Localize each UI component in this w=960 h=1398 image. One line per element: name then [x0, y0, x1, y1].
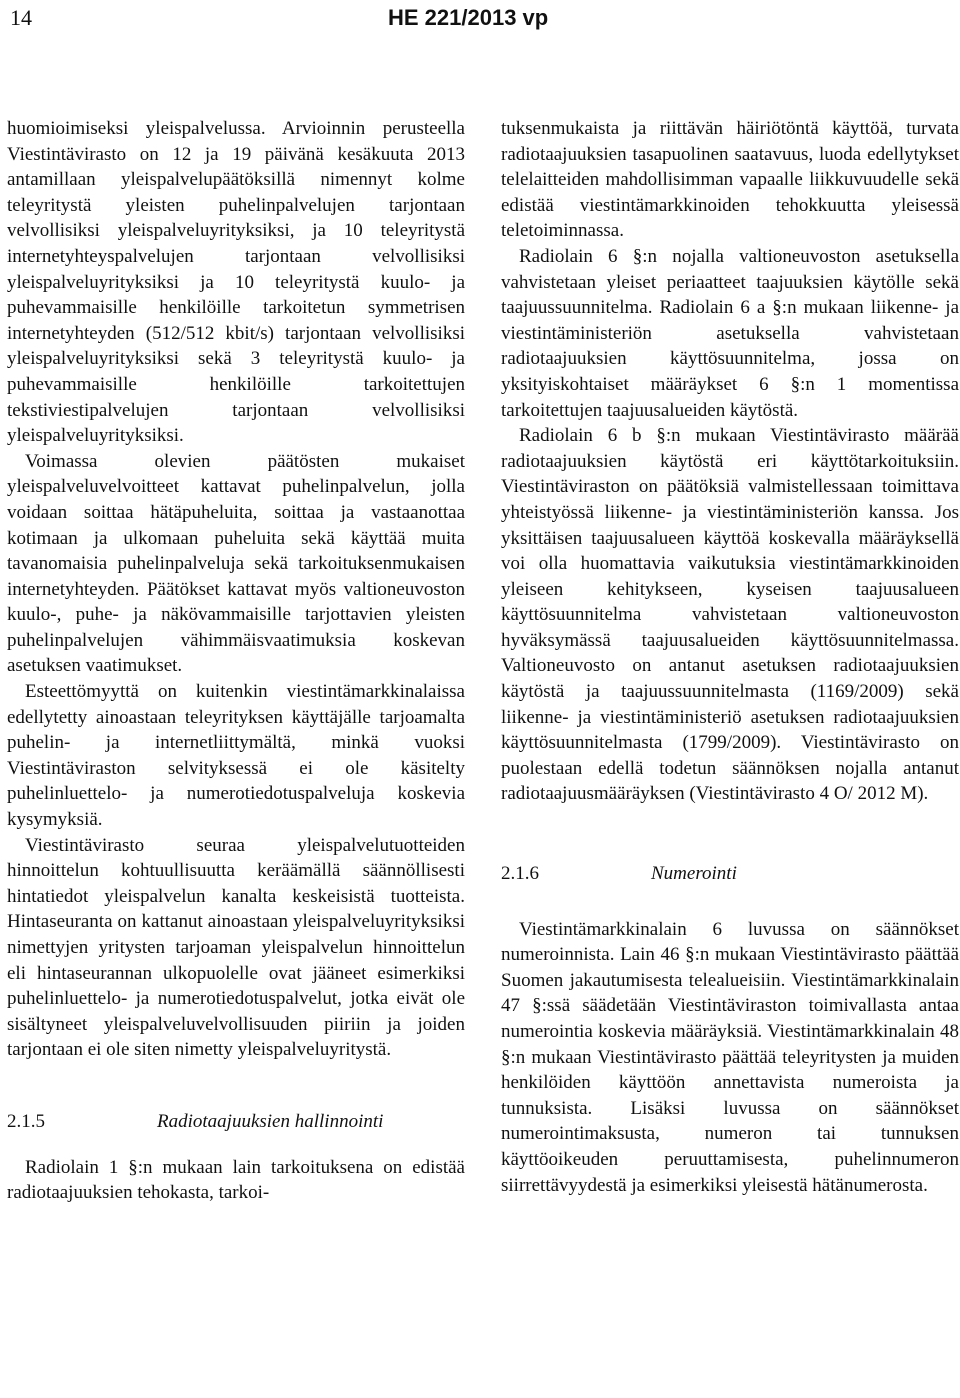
document-reference: HE 221/2013 vp [388, 5, 549, 30]
section-title: Numerointi [651, 863, 737, 885]
section-number: 2.1.5 [7, 1110, 45, 1132]
paragraph: Radiolain 6 b §:n mukaan Viestintävirasto määrää radiotaajuuksien käytöstä eri käyttötarkoituksiin. Viestintäviraston on päätöksiä valmistellessaan toimittava yhteistyössä liikenne- ja viestintäministeriön kanssa. Jos yksittäisen taajuusalueen käyttöä koskevalla määräyksellä voi olla huomattavia vaikutuksia viestintämarkkinoiden yleiseen kehitykseen, kyseisen taajuusalueen käyttösuunnitelma vahvistetaan valtioneuvoston hyväksymässä taajuusalueiden käyttösuunnitelmassa. Valtioneuvosto on antanut asetuksen radiotaajuuksien käytöstä ja taajuussuunnitelmasta (1169/2009) sekä liikenne- ja viestintäministeriö asetuksen radiotaajuuksien käyttösuunnitelmasta (1799/2009). Viestintävirasto on puolestaan edellä todetun säännöksen nojalla antanut radiotaajuusmääräyksen (Viestintävirasto 4 O/ 2012 M). [501, 425, 959, 805]
section-heading [7, 1109, 465, 1135]
paragraph: Voimassa olevien päätösten mukaiset yleispalveluvelvoitteet kattavat puhelinpalvelun, jolla voidaan soittaa hätäpuheluita, soittaa ja vastaanottaa kotimaan ja ulkomaan puheluita sekä käyttää muita tavanomaisia puhelinpalveluja sekä tarkoituksenmukaisen internetyhteyden. Päätökset kattavat myös valtioneuvoston kuulo-, puhe- ja näkövammaisille tarjottavien yleisten puhelinpalvelujen vähimmäisvaatimuksia koskevan asetuksen vaatimukset. [7, 450, 465, 677]
left-column [7, 116, 465, 1206]
paragraph: tuksenmukaista ja riittävän häiriötöntä käyttöä, turvata radiotaajuuksien tasapuolinen saatavuus, luoda edellytykset telelaitteiden mahdollisimman vapaalle liikkuvuudelle sekä edistää viestintämarkkinoiden tehokkuutta yleisessä teletoiminnassa. [501, 118, 959, 242]
paragraph: Viestintävirasto seuraa yleispalvelutuotteiden hinnoittelun kohtuullisuutta keräämällä säännöllisesti hintatiedot yleispalvelun kanalta keskeisistä tuotteista. Hintaseuranta on kattanut ainoastaan yleispalveluyrityksiksi nimettyjen yritysten tarjoaman yleispalvelun hinnoittelun eli hintaseurannan ulkopuolelle ovat jääneet esimerkiksi puhelinluettelo- ja numerotiedotuspalvelut, jotka eivät ole sisältyneet yleispalveluvelvollisuuden piiriin ja joiden tarjontaan ei ole siten nimetty yleispalveluyritystä. [7, 834, 465, 1061]
paragraph: Viestintämarkkinalain 6 luvussa on säännökset numeroinnista. Lain 46 §:n mukaan Viestintävirasto päättää Suomen jakautumisesta telealueisiin. Viestintämarkkinalain 47 §:ssä säädetään Viestintäviraston toimivallasta antaa numerointia koskevia määräyksiä. Viestintämarkkinalain 48 §:n mukaan Viestintävirasto päättää teleyritysten ja muiden henkilöiden käyttöön annettavista numeroista ja tunnuksista. Lisäksi luvussa on säännökset numerointimaksusta, numeron tai tunnuksen käyttöoikeuden peruuttamisesta, puhelinnumeron siirrettävyydestä ja esimerkiksi yleisestä hätänumerosta. [501, 918, 959, 1196]
paragraph: Radiolain 6 §:n nojalla valtioneuvoston asetuksella vahvistetaan yleiset periaatteet taajuuksien käytölle sekä taajuussuunnitelma. Radiolain 6 a §:n mukaan liikenne- ja viestintäministeriön asetuksella vahvistetaan radiotaajuuksien käyttösuunnitelma, jossa on yksityiskohtaiset määräykset 6 §:n 1 momentissa tarkoitettujen taajuusalueiden käytöstä. [501, 245, 959, 421]
page-number: 14 [10, 5, 32, 30]
right-column [501, 116, 959, 1198]
section-heading [501, 861, 959, 887]
section-number: 2.1.6 [501, 863, 539, 885]
paragraph: Radiolain 1 §:n mukaan lain tarkoituksena on edistää radiotaajuuksien tehokasta, tarkoi- [7, 1156, 465, 1204]
paragraph: Esteettömyyttä on kuitenkin viestintämarkkinalaissa edellytetty ainoastaan teleyrityksen käyttäjälle tarjoamalta puhelin- ja internetliittymältä, minkä vuoksi Viestintäviraston selvityksessä ei ole käsitelty puhelinluettelo- ja numerotiedotuspalveluja koskevia kysymyksiä. [7, 681, 465, 831]
section-title: Radiotaajuuksien hallinnointi [157, 1110, 384, 1132]
paragraph: huomioimiseksi yleispalvelussa. Arvioinnin perusteella Viestintävirasto on 12 ja 19 päivänä kesäkuuta 2013 antamillaan yleispalvelupäätöksillä nimennyt kolme teleyritystä yleisten puhelinpalvelujen tarjontaan velvollisiksi yleispalveluyrityksiksi, ja 10 teleyritystä internetyhteyspalvelujen tarjontaan velvollisiksi yleispalveluyrityksiksi ja 10 teleyritystä kuulo- ja puhevammaisille henkilöille tarkoitetun symmetrisen internetyhteyden (512/512 kbit/s) tarjontaan velvollisiksi yleispalveluyrityksiksi sekä 3 teleyritystä kuulo- ja puhevammaisille henkilöille tarkoitettujen tekstiviestipalvelujen tarjontaan velvollisiksi yleispalveluyrityksiksi. [7, 118, 465, 447]
